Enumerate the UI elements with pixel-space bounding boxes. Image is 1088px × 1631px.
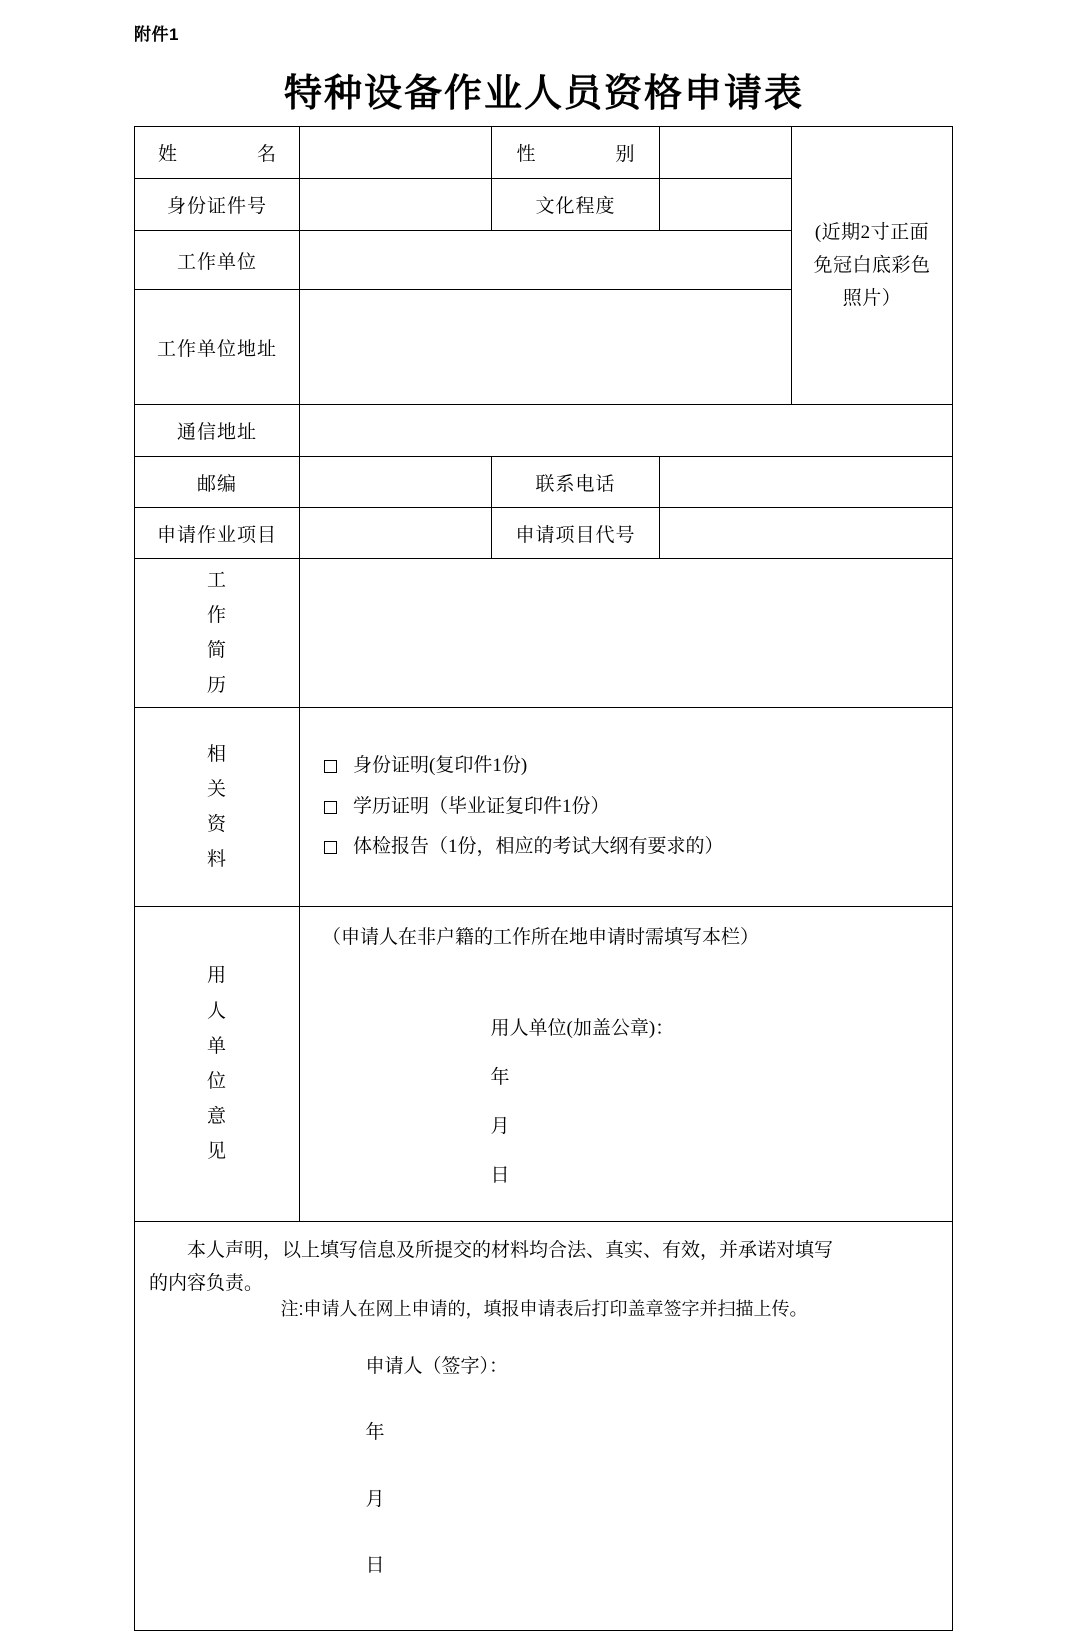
declaration-cell: [135, 1221, 953, 1630]
employer-date-year: 年: [490, 1066, 510, 1088]
documents-label: 相 关 资 料: [135, 708, 300, 907]
declaration-line1: 本人声明，以上填写信息及所提交的材料均合法、真实、有效，并承诺对填写: [187, 1239, 834, 1261]
declaration-content: [135, 1222, 952, 1630]
work-history-value-cell[interactable]: [300, 559, 953, 708]
document-label: 身份证明(复印件1份): [353, 754, 528, 776]
phone-value-cell[interactable]: [660, 457, 953, 508]
apply-item-value-cell[interactable]: [300, 508, 492, 559]
id-number-label: 身份证件号: [135, 179, 300, 231]
list-item[interactable]: [318, 746, 952, 787]
name-label: 姓 名: [135, 127, 300, 179]
mailing-address-value-cell[interactable]: [300, 405, 953, 457]
employer-sign-line: [314, 991, 952, 1209]
education-value-cell[interactable]: [660, 179, 792, 231]
list-item[interactable]: [318, 787, 952, 828]
employer-sign-prefix: 用人单位(加盖公章)：: [490, 1017, 675, 1039]
postcode-label: 邮编: [135, 457, 300, 508]
photo-note-line3: 照片）: [842, 288, 902, 310]
footnote: 注:申请人在网上申请的，填报申请表后打印盖章签字并扫描上传。: [280, 1299, 808, 1319]
table-row: [135, 127, 953, 179]
work-unit-address-value-cell[interactable]: [300, 290, 792, 405]
document-label: 学历证明（毕业证复印件1份）: [353, 795, 610, 817]
work-unit-address-label: 工作单位地址: [135, 290, 300, 405]
table-row: [135, 1221, 953, 1630]
application-form-table: [134, 126, 953, 1631]
photo-note-line1: (近期2寸正面: [814, 221, 930, 243]
applicant-sign-line: [149, 1316, 938, 1615]
employer-opinion-label: 用 人 单 位 意 见: [135, 907, 300, 1222]
checkbox-icon[interactable]: [324, 801, 337, 814]
documents-checklist-cell: [300, 708, 953, 907]
page-title: 特种设备作业人员资格申请表: [283, 73, 804, 115]
employer-note: （申请人在非户籍的工作所在地申请时需填写本栏）: [322, 927, 760, 948]
checkbox-icon[interactable]: [324, 760, 337, 773]
table-row: [135, 559, 953, 708]
apply-item-label: 申请作业项目: [135, 508, 300, 559]
photo-placeholder-cell[interactable]: [792, 127, 953, 405]
table-row: [135, 907, 953, 1222]
work-history-label: 工 作 简 历: [135, 559, 300, 708]
table-row: [135, 457, 953, 508]
gender-label: 性 别: [492, 127, 660, 179]
applicant-date-month: 月: [365, 1488, 385, 1510]
employer-date-day: 日: [490, 1164, 510, 1186]
work-unit-value-cell[interactable]: [300, 231, 792, 290]
table-row: [135, 508, 953, 559]
applicant-sign-prefix: 申请人（签字）：: [365, 1355, 509, 1377]
list-item[interactable]: [318, 827, 952, 868]
mailing-address-label: 通信地址: [135, 405, 300, 457]
gender-value-cell[interactable]: [660, 127, 792, 179]
declaration-line2: 的内容负责。: [149, 1273, 264, 1295]
id-number-value-cell[interactable]: [300, 179, 492, 231]
documents-checklist: [300, 738, 952, 877]
employer-date-month: 月: [490, 1115, 510, 1137]
work-unit-label: 工作单位: [135, 231, 300, 290]
table-row: [135, 405, 953, 457]
apply-item-code-label: 申请项目代号: [492, 508, 660, 559]
postcode-value-cell[interactable]: [300, 457, 492, 508]
attachment-label: 附件1: [134, 25, 179, 44]
employer-opinion-cell[interactable]: [300, 907, 953, 1222]
document-label: 体检报告（1份，相应的考试大纲有要求的）: [353, 836, 724, 858]
education-label: 文化程度: [492, 179, 660, 231]
table-row: [135, 708, 953, 907]
name-value-cell[interactable]: [300, 127, 492, 179]
applicant-date-year: 年: [365, 1422, 385, 1444]
apply-item-code-value-cell[interactable]: [660, 508, 953, 559]
checkbox-icon[interactable]: [324, 841, 337, 854]
employer-opinion-content: [300, 907, 952, 1221]
phone-label: 联系电话: [492, 457, 660, 508]
applicant-date-day: 日: [365, 1555, 385, 1577]
photo-note-line2: 免冠白底彩色: [813, 254, 931, 276]
